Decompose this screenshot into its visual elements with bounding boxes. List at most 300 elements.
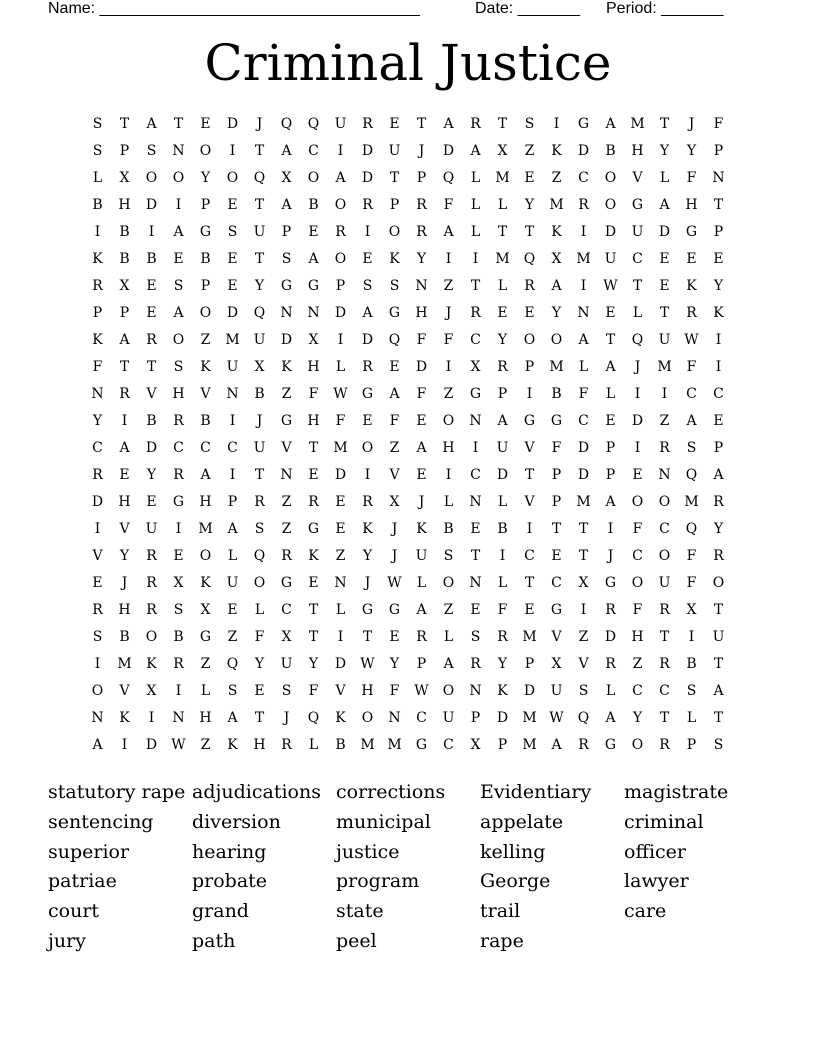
word-bank-item: diversion <box>192 810 281 833</box>
grid-letter: X <box>686 601 697 618</box>
grid-letter: E <box>713 412 724 429</box>
grid-letter: I <box>364 223 371 240</box>
grid-letter: P <box>524 358 535 375</box>
grid-letter: B <box>146 250 157 267</box>
grid-letter: E <box>227 196 238 213</box>
name-field: Name: ____________________________________ <box>48 0 420 17</box>
grid-letter: N <box>280 304 293 321</box>
grid-letter: P <box>389 196 400 213</box>
word-bank-item: jury <box>48 929 86 952</box>
grid-letter: N <box>91 385 104 402</box>
grid-letter: R <box>362 358 373 375</box>
grid-letter: G <box>280 412 293 429</box>
grid-letter: L <box>632 304 643 321</box>
grid-letter: D <box>91 493 104 510</box>
grid-letter: R <box>146 574 157 591</box>
grid-letter: H <box>118 196 131 213</box>
grid-letter: Z <box>281 520 292 537</box>
grid-letter: R <box>659 655 670 672</box>
grid-letter: C <box>632 547 643 564</box>
grid-letter: T <box>416 115 427 132</box>
grid-letter: L <box>605 385 616 402</box>
grid-letter: Z <box>389 439 400 456</box>
grid-letter: T <box>713 196 724 213</box>
grid-letter: L <box>659 169 670 186</box>
grid-letter: I <box>445 358 452 375</box>
grid-letter: G <box>631 196 644 213</box>
grid-letter: E <box>416 466 427 483</box>
word-bank-item: patriae <box>48 870 117 893</box>
grid-letter: D <box>226 115 239 132</box>
grid-letter: E <box>308 466 319 483</box>
grid-letter: T <box>659 628 670 645</box>
grid-letter: E <box>227 250 238 267</box>
grid-letter: O <box>442 574 455 591</box>
grid-letter: A <box>605 709 616 726</box>
grid-letter: E <box>389 628 400 645</box>
grid-letter: L <box>416 574 427 591</box>
grid-letter: O <box>712 574 725 591</box>
word-bank-item: appelate <box>480 810 564 833</box>
grid-letter: R <box>659 439 670 456</box>
grid-letter: S <box>173 601 184 618</box>
grid-letter: E <box>254 682 265 699</box>
grid-letter: U <box>658 574 671 591</box>
grid-letter: D <box>361 331 374 348</box>
grid-letter: S <box>281 682 292 699</box>
grid-letter: U <box>550 682 563 699</box>
grid-letter: R <box>497 358 508 375</box>
grid-letter: B <box>686 655 697 672</box>
grid-letter: L <box>227 547 238 564</box>
grid-letter: N <box>469 682 482 699</box>
grid-letter: I <box>607 520 614 537</box>
grid-letter: V <box>119 682 130 699</box>
grid-letter: Y <box>254 277 265 294</box>
grid-letter: C <box>443 736 454 753</box>
grid-letter: E <box>308 574 319 591</box>
grid-letter: U <box>442 709 455 726</box>
grid-letter: O <box>388 223 401 240</box>
grid-letter: K <box>146 655 157 672</box>
grid-letter: S <box>686 682 697 699</box>
grid-letter: L <box>254 601 265 618</box>
grid-letter: I <box>580 223 587 240</box>
grid-letter: E <box>227 601 238 618</box>
grid-letter: I <box>580 277 587 294</box>
grid-letter: B <box>92 196 103 213</box>
grid-letter: R <box>173 466 184 483</box>
grid-letter: D <box>145 736 158 753</box>
grid-letter: D <box>658 223 671 240</box>
grid-letter: Y <box>497 331 508 348</box>
grid-letter: R <box>335 223 346 240</box>
grid-letter: Z <box>443 277 454 294</box>
grid-letter: B <box>308 196 319 213</box>
grid-letter: Z <box>200 655 211 672</box>
grid-letter: Q <box>388 331 401 348</box>
grid-letter: X <box>389 493 400 510</box>
grid-letter: T <box>713 655 724 672</box>
grid-letter: P <box>416 655 427 672</box>
grid-letter: E <box>335 520 346 537</box>
grid-letter: O <box>253 574 266 591</box>
grid-letter: A <box>389 385 400 402</box>
grid-letter: P <box>713 439 724 456</box>
grid-letter: G <box>280 574 293 591</box>
grid-letter: G <box>604 574 617 591</box>
grid-letter: C <box>281 601 292 618</box>
grid-letter: R <box>362 115 373 132</box>
grid-letter: M <box>198 520 213 537</box>
grid-letter: A <box>281 142 292 159</box>
grid-row <box>84 704 732 731</box>
grid-letter: R <box>254 493 265 510</box>
grid-letter: D <box>415 358 428 375</box>
grid-letter: D <box>577 439 590 456</box>
word-bank-item: peel <box>336 929 377 952</box>
word-bank-item: George <box>480 870 551 893</box>
grid-row <box>84 461 732 488</box>
grid-letter: Z <box>200 331 211 348</box>
grid-letter: Z <box>443 385 454 402</box>
word-bank <box>48 778 768 957</box>
grid-letter: M <box>576 250 591 267</box>
grid-letter: Y <box>146 466 157 483</box>
grid-letter: T <box>119 115 130 132</box>
grid-letter: E <box>362 412 373 429</box>
grid-letter: C <box>524 547 535 564</box>
grid-letter: T <box>659 709 670 726</box>
grid-letter: Y <box>659 142 670 159</box>
grid-letter: P <box>200 277 211 294</box>
grid-letter: X <box>146 682 157 699</box>
grid-letter: N <box>388 709 401 726</box>
grid-letter: U <box>415 547 428 564</box>
grid-letter: Q <box>226 655 239 672</box>
grid-row <box>84 353 732 380</box>
grid-letter: X <box>470 736 481 753</box>
grid-letter: L <box>470 169 481 186</box>
period-field: Period: _______ <box>606 0 724 17</box>
grid-letter: G <box>307 277 320 294</box>
grid-letter: A <box>578 331 589 348</box>
grid-letter: F <box>551 439 562 456</box>
grid-letter: I <box>661 385 668 402</box>
grid-row <box>84 488 732 515</box>
grid-letter: R <box>713 547 724 564</box>
grid-letter: B <box>200 412 211 429</box>
grid-letter: T <box>659 304 670 321</box>
grid-letter: W <box>387 574 402 591</box>
grid-letter: T <box>524 574 535 591</box>
grid-letter: M <box>117 655 132 672</box>
grid-letter: O <box>199 547 212 564</box>
grid-letter: R <box>470 655 481 672</box>
grid-letter: L <box>308 736 319 753</box>
grid-letter: K <box>389 250 400 267</box>
grid-letter: R <box>92 601 103 618</box>
grid-letter: I <box>499 547 506 564</box>
grid-letter: R <box>497 628 508 645</box>
grid-row <box>84 650 732 677</box>
grid-letter: I <box>229 412 236 429</box>
grid-letter: P <box>227 493 238 510</box>
grid-letter: X <box>308 331 319 348</box>
grid-letter: P <box>416 169 427 186</box>
grid-letter: Z <box>578 628 589 645</box>
grid-letter: O <box>442 682 455 699</box>
grid-letter: F <box>389 682 400 699</box>
grid-letter: C <box>686 385 697 402</box>
grid-letter: J <box>364 574 371 591</box>
grid-letter: I <box>229 466 236 483</box>
grid-letter: J <box>121 574 128 591</box>
grid-letter: R <box>308 493 319 510</box>
grid-letter: J <box>607 547 614 564</box>
grid-letter: C <box>659 682 670 699</box>
grid-letter: O <box>361 439 374 456</box>
grid-letter: R <box>524 277 535 294</box>
grid-letter: P <box>92 304 103 321</box>
grid-letter: G <box>361 385 374 402</box>
grid-letter: T <box>713 709 724 726</box>
grid-letter: K <box>551 223 562 240</box>
grid-letter: X <box>281 628 292 645</box>
grid-letter: P <box>605 466 616 483</box>
page-title: Criminal Justice <box>204 34 612 92</box>
grid-letter: Y <box>200 169 211 186</box>
grid-letter: G <box>280 277 293 294</box>
grid-letter: T <box>605 331 616 348</box>
grid-letter: A <box>605 493 616 510</box>
grid-letter: O <box>91 682 104 699</box>
grid-letter: M <box>576 493 591 510</box>
grid-letter: I <box>526 385 533 402</box>
grid-letter: A <box>227 709 238 726</box>
grid-letter: H <box>307 358 320 375</box>
grid-letter: Y <box>632 709 643 726</box>
grid-row <box>84 218 732 245</box>
grid-letter: F <box>632 520 643 537</box>
grid-letter: D <box>604 628 617 645</box>
grid-letter: Q <box>253 547 266 564</box>
grid-letter: U <box>631 223 644 240</box>
grid-letter: K <box>92 331 103 348</box>
grid-letter: F <box>308 682 319 699</box>
grid-letter: L <box>605 682 616 699</box>
grid-letter: S <box>470 628 481 645</box>
grid-letter: T <box>551 520 562 537</box>
grid-letter: A <box>119 439 130 456</box>
grid-letter: E <box>335 493 346 510</box>
grid-letter: Q <box>442 169 455 186</box>
grid-letter: R <box>470 115 481 132</box>
grid-letter: P <box>497 385 508 402</box>
grid-letter: I <box>688 628 695 645</box>
grid-letter: E <box>524 304 535 321</box>
grid-letter: E <box>524 169 535 186</box>
grid-letter: U <box>253 331 266 348</box>
grid-letter: U <box>604 250 617 267</box>
grid-letter: V <box>92 547 103 564</box>
grid-letter: A <box>497 412 508 429</box>
grid-letter: A <box>551 277 562 294</box>
word-bank-item: probate <box>192 870 268 893</box>
grid-letter: J <box>418 493 425 510</box>
grid-letter: A <box>173 304 184 321</box>
grid-letter: T <box>308 601 319 618</box>
grid-letter: S <box>443 547 454 564</box>
grid-letter: L <box>497 574 508 591</box>
grid-letter: J <box>445 304 452 321</box>
grid-letter: G <box>388 601 401 618</box>
grid-letter: F <box>443 331 454 348</box>
grid-row <box>84 407 732 434</box>
word-bank-item: municipal <box>336 810 431 833</box>
grid-letter: R <box>605 655 616 672</box>
grid-letter: V <box>281 439 292 456</box>
grid-letter: S <box>227 682 238 699</box>
grid-letter: G <box>199 628 212 645</box>
grid-letter: K <box>281 358 292 375</box>
grid-letter: C <box>92 439 103 456</box>
grid-letter: E <box>416 412 427 429</box>
grid-letter: N <box>469 574 482 591</box>
grid-letter: E <box>146 493 157 510</box>
grid-letter: E <box>686 250 697 267</box>
grid-letter: O <box>631 493 644 510</box>
grid-letter: I <box>337 628 344 645</box>
grid-letter: O <box>523 331 536 348</box>
grid-letter: R <box>416 223 427 240</box>
grid-letter: A <box>416 601 427 618</box>
grid-letter: Y <box>119 547 130 564</box>
grid-letter: M <box>549 358 564 375</box>
grid-letter: S <box>686 439 697 456</box>
grid-row <box>84 515 732 542</box>
grid-letter: M <box>630 115 645 132</box>
grid-letter: U <box>226 358 239 375</box>
grid-letter: D <box>361 169 374 186</box>
grid-letter: A <box>335 169 346 186</box>
grid-letter: I <box>715 358 722 375</box>
grid-letter: I <box>364 466 371 483</box>
grid-letter: G <box>469 385 482 402</box>
grid-letter: T <box>119 358 130 375</box>
grid-letter: H <box>199 709 212 726</box>
grid-letter: C <box>578 412 589 429</box>
grid-letter: F <box>416 331 427 348</box>
grid-letter: B <box>119 250 130 267</box>
grid-letter: J <box>688 115 695 132</box>
grid-letter: L <box>335 358 346 375</box>
word-bank-item: lawyer <box>624 870 689 893</box>
grid-letter: L <box>497 493 508 510</box>
grid-letter: F <box>416 385 427 402</box>
grid-letter: N <box>280 466 293 483</box>
grid-letter: P <box>713 223 724 240</box>
grid-letter: N <box>334 574 347 591</box>
letter-grid <box>84 110 732 758</box>
grid-letter: D <box>523 682 536 699</box>
grid-row <box>84 569 732 596</box>
grid-letter: K <box>92 250 103 267</box>
grid-letter: A <box>605 358 616 375</box>
grid-letter: J <box>256 115 263 132</box>
grid-letter: D <box>226 304 239 321</box>
grid-row <box>84 245 732 272</box>
grid-letter: Z <box>281 493 292 510</box>
grid-letter: A <box>227 520 238 537</box>
grid-letter: D <box>577 466 590 483</box>
grid-letter: U <box>145 520 158 537</box>
date-field: Date: _______ <box>475 0 580 17</box>
grid-letter: R <box>119 385 130 402</box>
grid-letter: N <box>577 304 590 321</box>
grid-letter: T <box>254 466 265 483</box>
grid-row <box>84 677 732 704</box>
grid-letter: I <box>175 520 182 537</box>
grid-letter: L <box>470 196 481 213</box>
grid-letter: Q <box>577 709 590 726</box>
grid-letter: E <box>173 250 184 267</box>
grid-letter: W <box>360 655 375 672</box>
grid-letter: C <box>200 439 211 456</box>
grid-letter: P <box>686 736 697 753</box>
grid-letter: T <box>362 628 373 645</box>
grid-letter: L <box>497 196 508 213</box>
grid-letter: G <box>307 520 320 537</box>
grid-letter: D <box>442 142 455 159</box>
grid-row <box>84 542 732 569</box>
grid-letter: N <box>469 412 482 429</box>
word-bank-item: corrections <box>336 781 446 803</box>
grid-letter: Y <box>713 520 724 537</box>
grid-row <box>84 434 732 461</box>
grid-letter: P <box>335 277 346 294</box>
grid-letter: I <box>94 223 101 240</box>
grid-letter: K <box>686 277 697 294</box>
grid-letter: W <box>549 709 564 726</box>
grid-letter: G <box>388 304 401 321</box>
grid-letter: U <box>253 439 266 456</box>
grid-letter: A <box>146 115 157 132</box>
grid-letter: Q <box>307 709 320 726</box>
grid-letter: I <box>94 520 101 537</box>
grid-letter: G <box>523 412 536 429</box>
word-bank-item: program <box>336 870 420 893</box>
grid-letter: M <box>333 439 348 456</box>
grid-letter: X <box>551 250 562 267</box>
grid-letter: O <box>658 547 671 564</box>
grid-letter: T <box>254 196 265 213</box>
grid-letter: N <box>307 304 320 321</box>
grid-letter: K <box>227 736 238 753</box>
grid-letter: D <box>145 196 158 213</box>
grid-letter: T <box>470 277 481 294</box>
grid-letter: G <box>415 736 428 753</box>
grid-letter: U <box>496 439 509 456</box>
grid-letter: R <box>416 628 427 645</box>
grid-letter: J <box>418 142 425 159</box>
grid-letter: E <box>146 304 157 321</box>
grid-letter: O <box>604 196 617 213</box>
grid-letter: W <box>603 277 618 294</box>
grid-letter: R <box>173 655 184 672</box>
grid-letter: I <box>445 466 452 483</box>
grid-letter: D <box>334 466 347 483</box>
